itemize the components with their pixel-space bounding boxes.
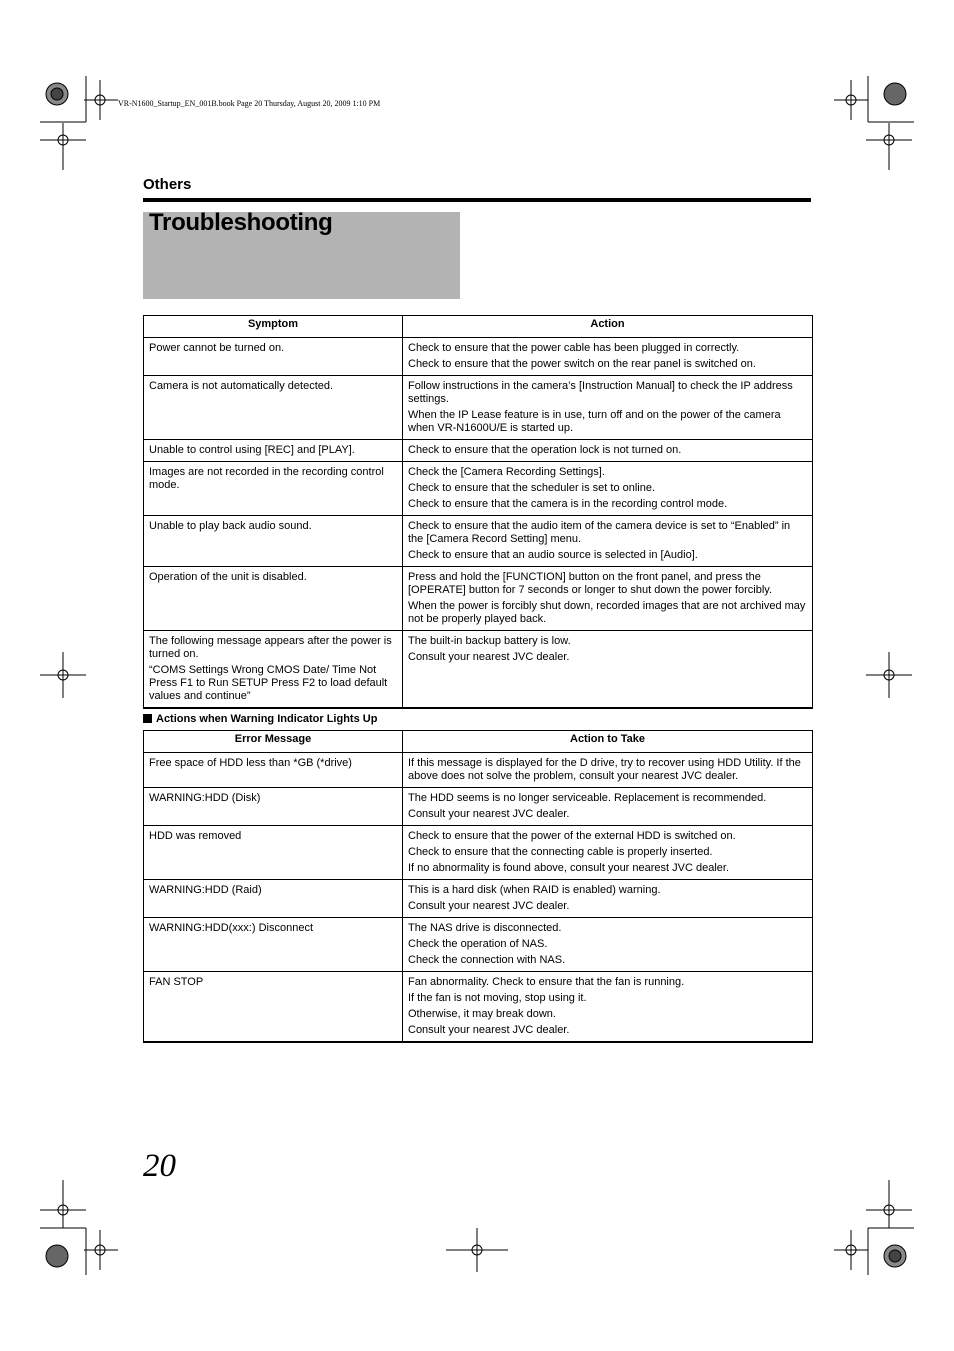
section-label: Others [143, 176, 192, 193]
table-cell-action [403, 376, 813, 440]
cell-text: If this message is displayed for the D drive, try to recover using HDD Utility. If the above does not solve the problem, consult your nearest JVC dealer. [408, 757, 801, 782]
table-cell-symptom [144, 440, 403, 462]
warning-subheading [143, 713, 377, 725]
square-bullet-icon [143, 714, 152, 723]
troubleshooting-table [143, 315, 813, 709]
cell-text: When the IP Lease feature is in use, turn off and on the power of the camera when VR-N1600U/E is started up. [408, 409, 781, 434]
cell-text: Check to ensure that the power cable has been plugged in correctly. [408, 342, 740, 354]
page-number: 20 [143, 1148, 176, 1184]
page-title: Troubleshooting [149, 209, 333, 236]
cell-text: If no abnormality is found above, consult your nearest JVC dealer. [408, 862, 730, 874]
warning-subheading-text: Actions when Warning Indicator Lights Up [156, 713, 378, 725]
column-header-symptom: Symptom [144, 316, 403, 338]
cell-text: When the power is forcibly shut down, recorded images that are not archived may not be properly played back. [408, 600, 806, 625]
cell-text: Check to ensure that the audio item of the camera device is set to “Enabled” in the [Camera Record Setting] menu. [408, 520, 791, 545]
table-row [144, 440, 813, 462]
cell-text: Check to ensure that the connecting cable is properly inserted. [408, 846, 713, 858]
cell-text: Check to ensure that the power of the external HDD is switched on. [408, 830, 736, 842]
cell-text: Follow instructions in the camera’s [Instruction Manual] to check the IP address settings. [408, 380, 793, 405]
table-cell-symptom [144, 338, 403, 376]
table-row [144, 880, 813, 918]
table-cell-action [403, 440, 813, 462]
table-cell-symptom [144, 567, 403, 631]
table-cell-action [403, 972, 813, 1043]
cell-text: This is a hard disk (when RAID is enabled) warning. [408, 884, 661, 896]
cell-text: Check to ensure that an audio source is selected in [Audio]. [408, 549, 698, 561]
table-cell-symptom [144, 918, 403, 972]
cell-text: Check the connection with NAS. [408, 954, 566, 966]
cell-text: “COMS Settings Wrong CMOS Date/ Time Not Press F1 to Run SETUP Press F2 to load default values and continue” [149, 664, 388, 702]
cell-text: Fan abnormality. Check to ensure that the fan is running. [408, 976, 685, 988]
cell-text: Images are not recorded in the recording control mode. [149, 466, 384, 491]
cell-text: WARNING:HDD (Raid) [149, 884, 262, 896]
cell-text: The following message appears after the power is turned on. [149, 635, 392, 660]
table-cell-action [403, 826, 813, 880]
cell-text: Consult your nearest JVC dealer. [408, 900, 570, 912]
table-cell-symptom [144, 753, 403, 788]
table-cell-symptom [144, 788, 403, 826]
table-row [144, 972, 813, 1043]
cell-text: HDD was removed [149, 830, 242, 842]
table-cell-symptom [144, 880, 403, 918]
cell-text: Free space of HDD less than *GB (*drive) [149, 757, 352, 769]
cell-text: Consult your nearest JVC dealer. [408, 1024, 570, 1036]
cell-text: Consult your nearest JVC dealer. [408, 808, 570, 820]
cell-text: Check the operation of NAS. [408, 938, 548, 950]
cell-text: Check to ensure that the power switch on the rear panel is switched on. [408, 358, 756, 370]
table-row [144, 788, 813, 826]
table-cell-action [403, 338, 813, 376]
table-cell-action [403, 516, 813, 567]
table-cell-action [403, 567, 813, 631]
warning-table [143, 730, 813, 1043]
section-rule [143, 198, 811, 202]
cell-text: The HDD seems is no longer serviceable. Replacement is recommended. [408, 792, 767, 804]
cell-text: WARNING:HDD (Disk) [149, 792, 261, 804]
cell-text: Camera is not automatically detected. [149, 380, 334, 392]
column-header-action: Action [403, 316, 813, 338]
cell-text: The built-in backup battery is low. [408, 635, 571, 647]
cell-text: Check to ensure that the operation lock is not turned on. [408, 444, 682, 456]
column-header-action-to-take: Action to Take [403, 731, 813, 753]
cell-text: WARNING:HDD(xxx:) Disconnect [149, 922, 313, 934]
cell-text: Otherwise, it may break down. [408, 1008, 556, 1020]
table-cell-action [403, 753, 813, 788]
table-row [144, 516, 813, 567]
table-cell-action [403, 631, 813, 709]
cell-text: The NAS drive is disconnected. [408, 922, 562, 934]
table-row [144, 376, 813, 440]
cell-text: Consult your nearest JVC dealer. [408, 651, 570, 663]
table-cell-symptom [144, 826, 403, 880]
cell-text: Check the [Camera Recording Settings]. [408, 466, 605, 478]
table-row [144, 567, 813, 631]
cell-text: Unable to play back audio sound. [149, 520, 312, 532]
cell-text: Press and hold the [FUNCTION] button on the front panel, and press the [OPERATE] button for 7 seconds or longer to shut down the power forcibly. [408, 571, 772, 596]
table-row [144, 462, 813, 516]
table-cell-action [403, 462, 813, 516]
table-cell-symptom [144, 972, 403, 1043]
cell-text: Power cannot be turned on. [149, 342, 285, 354]
column-header-error-message: Error Message [144, 731, 403, 753]
cell-text: FAN STOP [149, 976, 204, 988]
table-cell-symptom [144, 631, 403, 709]
cell-text: Unable to control using [REC] and [PLAY]. [149, 444, 355, 456]
table-cell-symptom [144, 516, 403, 567]
table-cell-action [403, 918, 813, 972]
table-cell-symptom [144, 376, 403, 440]
cell-text: If the fan is not moving, stop using it. [408, 992, 587, 1004]
table-cell-symptom [144, 462, 403, 516]
table-row [144, 826, 813, 880]
cell-text: Check to ensure that the scheduler is set to online. [408, 482, 656, 494]
table-cell-action [403, 788, 813, 826]
table-cell-action [403, 880, 813, 918]
cell-text: Check to ensure that the camera is in the recording control mode. [408, 498, 728, 510]
cell-text: Operation of the unit is disabled. [149, 571, 307, 583]
table-row [144, 631, 813, 709]
book-header-note: VR-N1600_Startup_EN_001B.book Page 20 Thursday, August 20, 2009 1:10 PM [118, 99, 381, 108]
table-row [144, 918, 813, 972]
table-row [144, 753, 813, 788]
table-row [144, 338, 813, 376]
